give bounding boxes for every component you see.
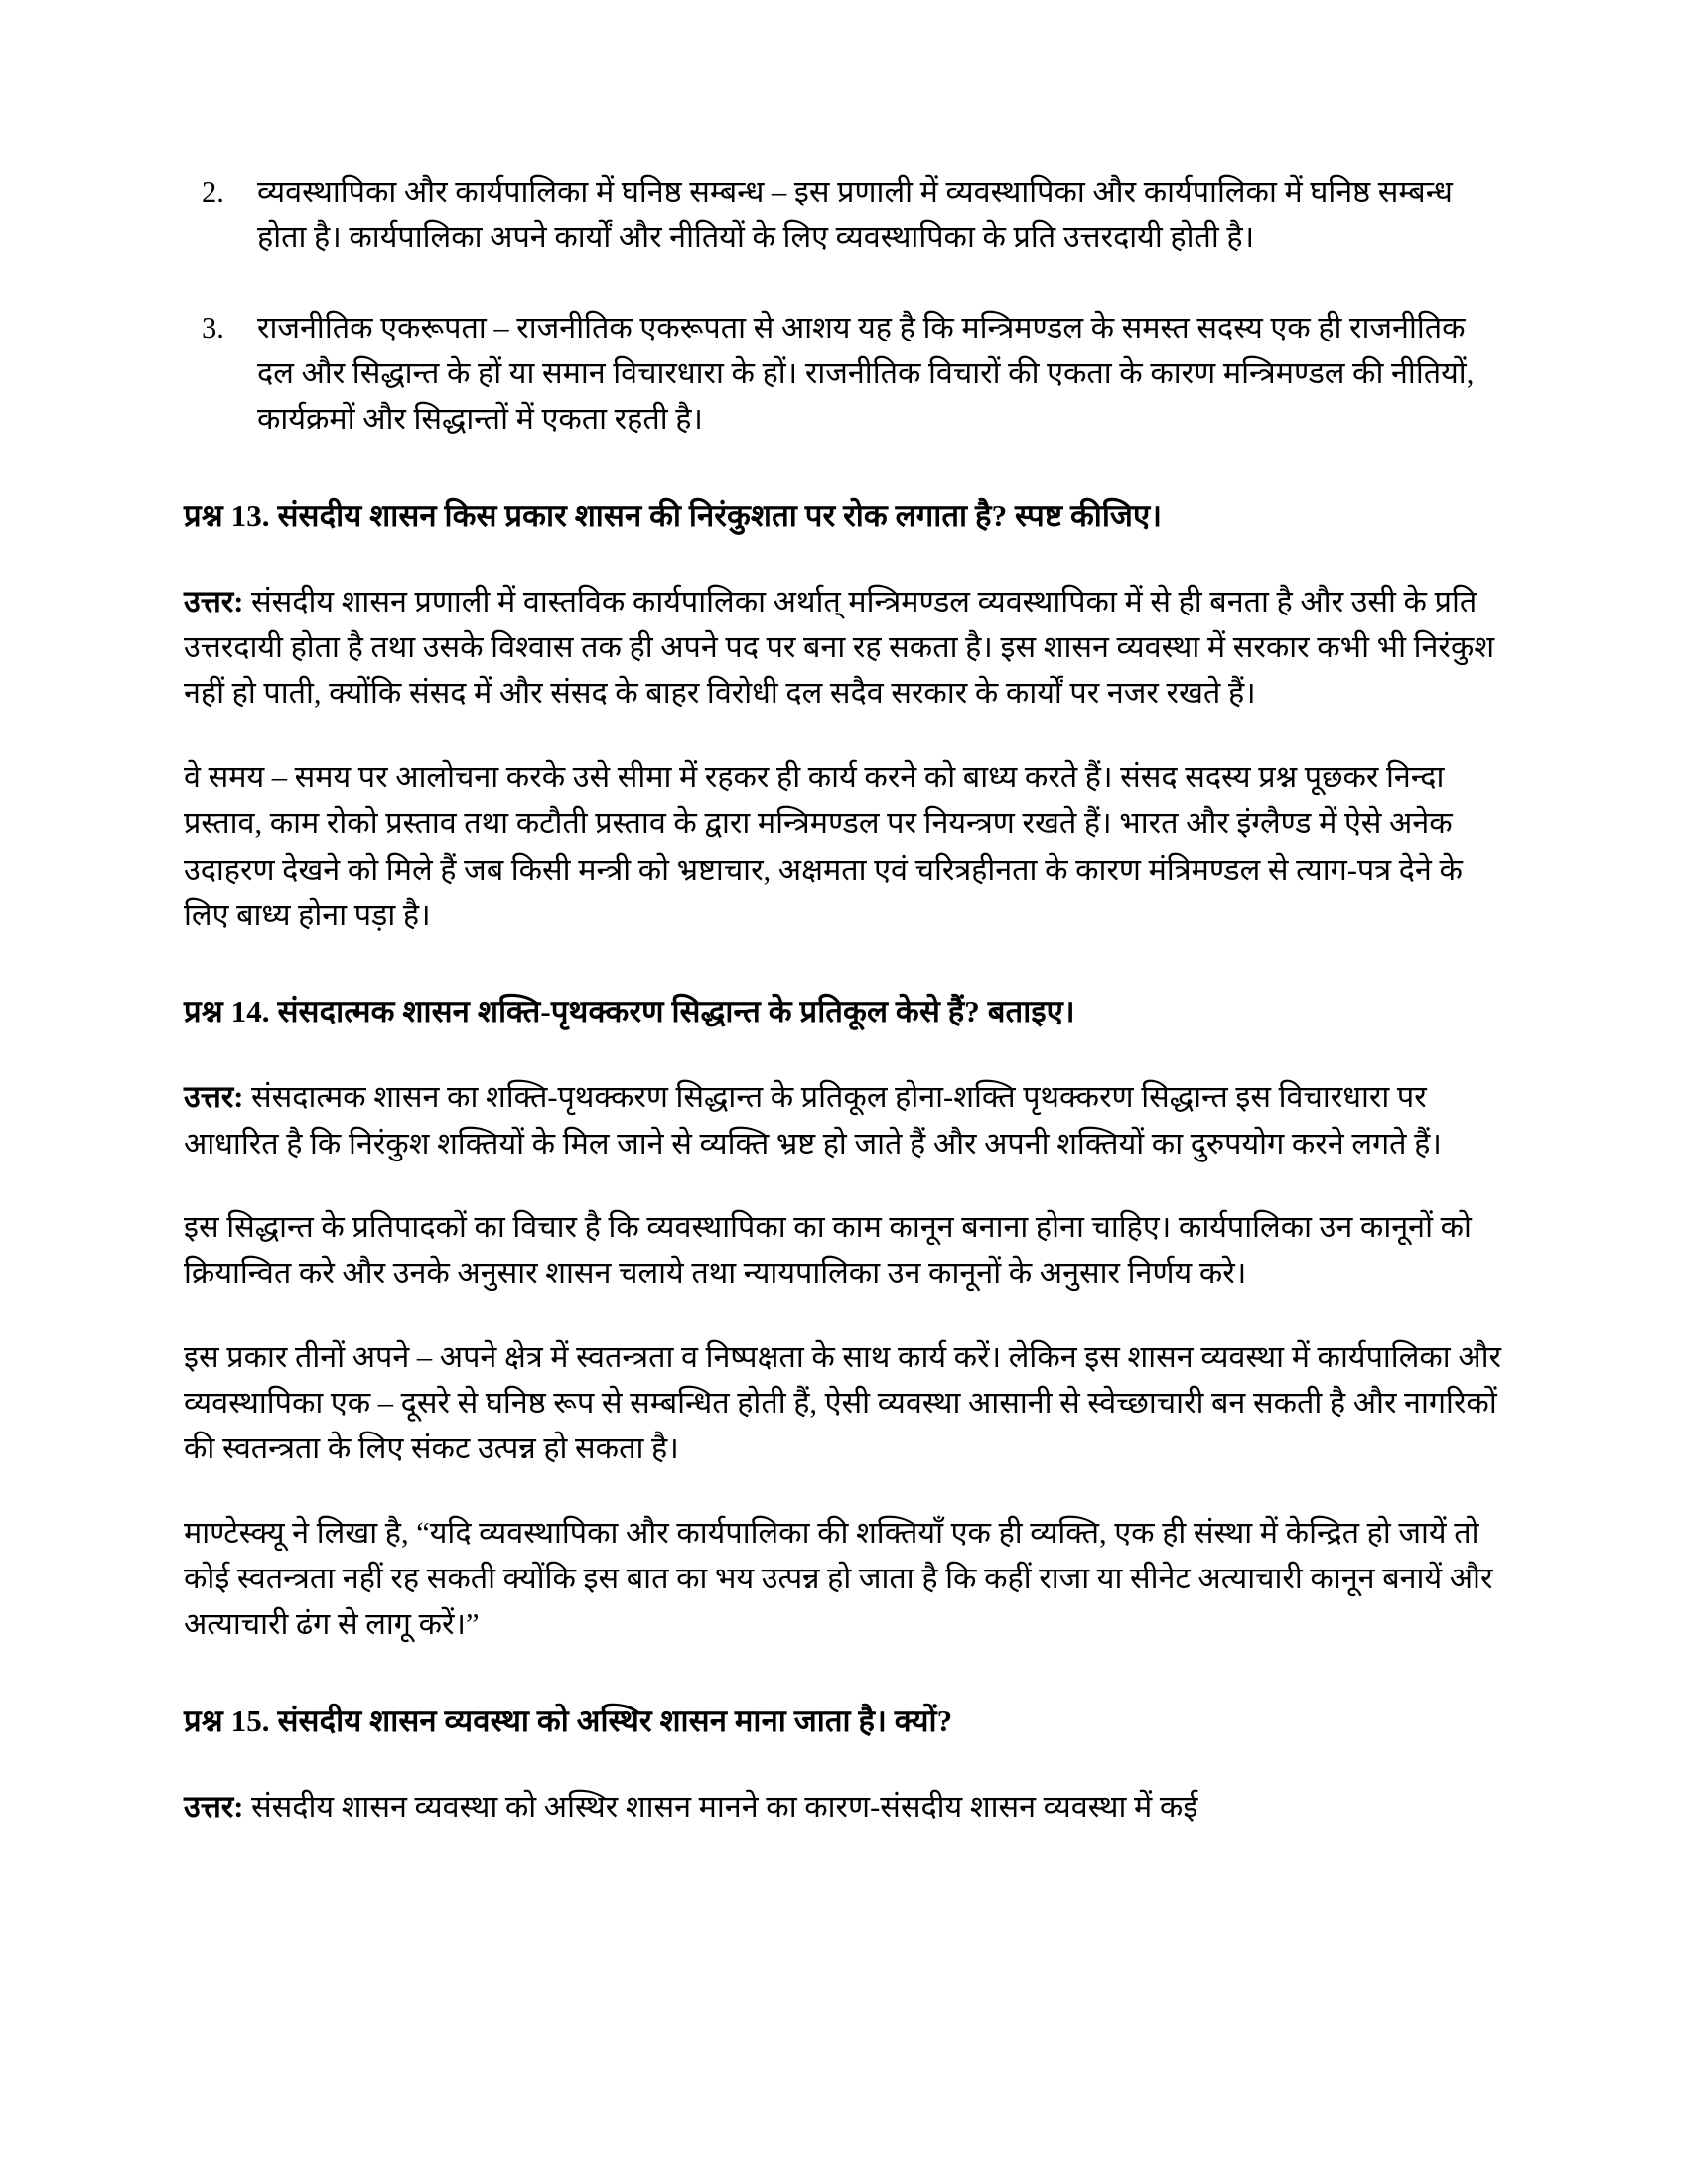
numbered-list xyxy=(184,169,1504,443)
answer-paragraph-15-1 xyxy=(184,1784,1504,1830)
list-item xyxy=(184,169,1504,261)
answer-text: संसदीय शासन प्रणाली में वास्तविक कार्यपालिका अर्थात् मन्त्रिमण्डल व्यवस्थापिका में से ही बनता है और उसी के प्रति उत्तरदायी होता है तथा उसके विश्वास तक ही अपने पद पर बना रह सकता है। इस शासन व्यवस्था में सरकार कभी भी निरंकुश नहीं हो पाती, क्योंकि संसद में और संसद के बाहर विरोधी दल सदैव सरकार के कार्यों पर नजर रखते हैं। xyxy=(184,584,1495,711)
answer-label: उत्तर: xyxy=(184,1080,244,1115)
answer-label: उत्तर: xyxy=(184,584,244,618)
list-item-text: व्यवस्थापिका और कार्यपालिका में घनिष्ठ सम्बन्ध – इस प्रणाली में व्यवस्थापिका और कार्यपालिका में घनिष्ठ सम्बन्ध होता है। कार्यपालिका अपने कार्यों और नीतियों के लिए व्यवस्थापिका के प्रति उत्तरदायी होती है। xyxy=(257,175,1453,255)
answer-label: उत्तर: xyxy=(184,1789,244,1824)
list-item xyxy=(184,305,1504,443)
list-item-marker: 3. xyxy=(202,310,224,344)
answer-paragraph-14-2: इस सिद्धान्त के प्रतिपादकों का विचार है कि व्यवस्थापिका का काम कानून बनाना होना चाहिए। कार्यपालिका उन कानूनों को क्रियान्वित करे और उनके अनुसार शासन चलाये तथा न्यायपालिका उन कानूनों के अनुसार निर्णय करे। xyxy=(184,1209,1472,1291)
answer-text: संसदीय शासन व्यवस्था को अस्थिर शासन मानने का कारण-संसदीय शासन व्यवस्था में कई xyxy=(243,1789,1198,1824)
answer-paragraph-13-2: वे समय – समय पर आलोचना करके उसे सीमा में रहकर ही कार्य करने को बाध्य करते हैं। संसद सदस्य प्रश्न पूछकर निन्दा प्रस्ताव, काम रोको प्रस्ताव तथा कटौती प्रस्ताव के द्वारा मन्त्रिमण्डल पर नियन्त्रण रखते हैं। भारत और इंग्लैण्ड में ऐसे अनेक उदाहरण देखने को मिले हैं जब किसी मन्त्री को भ्रष्टाचार, अक्षमता एवं चरित्रहीनता के कारण मंत्रिमण्डल से त्याग-पत्र देने के लिए बाध्य होना पड़ा है। xyxy=(184,759,1463,932)
page-content xyxy=(184,169,1504,1830)
answer-text: संसदात्मक शासन का शक्ति-पृथक्करण सिद्धान्त के प्रतिकूल होना-शक्ति पृथक्करण सिद्धान्त इस विचारधारा पर आधारित है कि निरंकुश शक्तियों के मिल जाने से व्यक्ति भ्रष्ट हो जाते हैं और अपनी शक्तियों का दुरुपयोग करने लगते हैं। xyxy=(184,1080,1442,1160)
list-item-marker: 2. xyxy=(202,175,224,208)
question-heading-14: प्रश्न 14. संसदात्मक शासन शक्ति-पृथक्करण सिद्धान्त के प्रतिकूल केसे हैं? बताइए। xyxy=(184,994,1075,1029)
question-heading-15: प्रश्न 15. संसदीय शासन व्यवस्था को अस्थिर शासन माना जाता है। क्यों? xyxy=(184,1703,953,1738)
answer-paragraph-13-1 xyxy=(184,579,1504,717)
answer-paragraph-14-3: इस प्रकार तीनों अपने – अपने क्षेत्र में स्वतन्त्रता व निष्पक्षता के साथ कार्य करें। लेकिन इस शासन व्यवस्था में कार्यपालिका और व्यवस्थापिका एक – दूसरे से घनिष्ठ रूप से सम्बन्धित होती हैं, ऐसी व्यवस्था आसानी से स्वेच्छाचारी बन सकती है और नागरिकों की स्वतन्त्रता के लिए संकट उत्पन्न हो सकता है। xyxy=(184,1339,1501,1466)
answer-paragraph-14-4: माण्टेस्क्यू ने लिखा है, “यदि व्यवस्थापिका और कार्यपालिका की शक्तियाँ एक ही व्यक्ति, एक ही संस्था में केन्द्रित हो जायें तो कोई स्वतन्त्रता नहीं रह सकती क्योंकि इस बात का भय उत्पन्न हो जाता है कि कहीं राजा या सीनेट अत्याचारी कानून बनायें और अत्याचारी ढंग से लागू करें।” xyxy=(184,1515,1493,1642)
list-item-text: राजनीतिक एकरूपता – राजनीतिक एकरूपता से आशय यह है कि मन्त्रिमण्डल के समस्त सदस्य एक ही राजनीतिक दल और सिद्धान्त के हों या समान विचारधारा के हों। राजनीतिक विचारों की एकता के कारण मन्त्रिमण्डल की नीतियों, कार्यक्रमों और सिद्धान्तों में एकता रहती है। xyxy=(257,310,1475,437)
answer-paragraph-14-1 xyxy=(184,1074,1504,1166)
question-heading-13: प्रश्न 13. संसदीय शासन किस प्रकार शासन की निरंकुशता पर रोक लगाता है? स्पष्ट कीजिए। xyxy=(184,497,1163,533)
